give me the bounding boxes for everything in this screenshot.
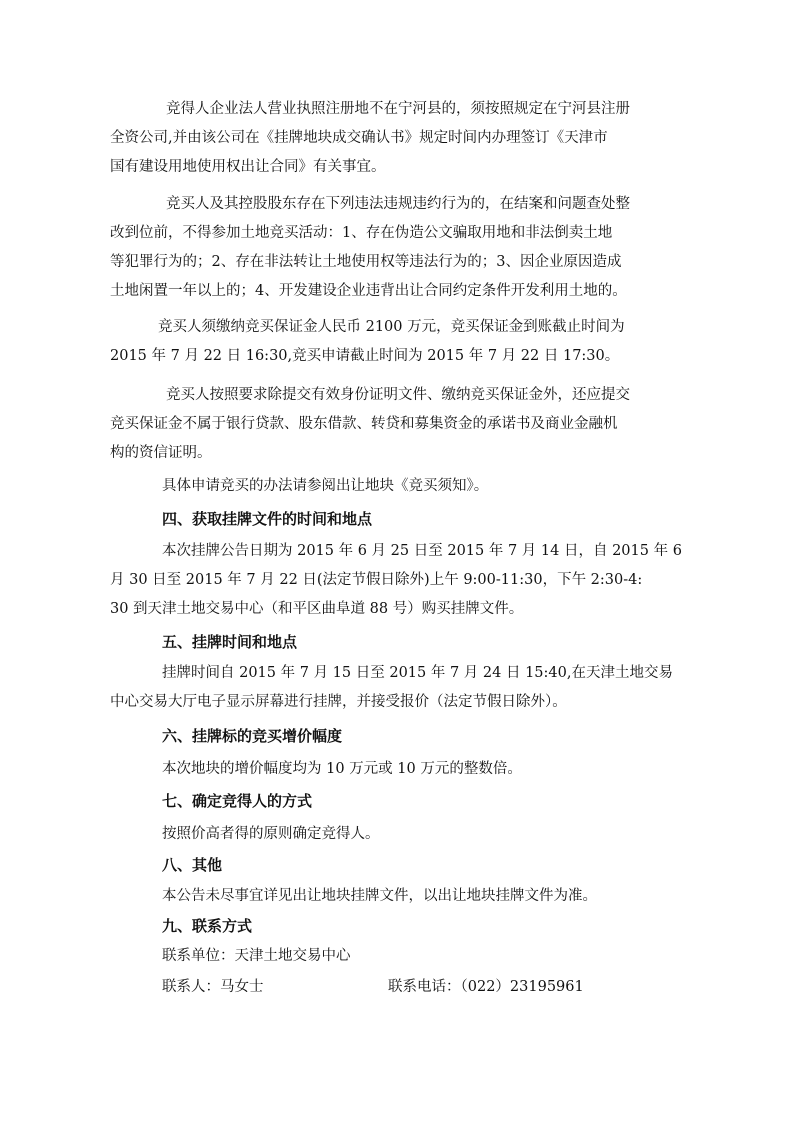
paragraph-line: 30 到天津土地交易中心（和平区曲阜道 88 号）购买挂牌文件。 bbox=[110, 601, 524, 617]
paragraph-line: 竞买人须缴纳竞买保证金人民币 2100 万元，竞买保证金到账截止时间为 bbox=[158, 319, 625, 335]
paragraph-line: 全资公司,并由该公司在《挂牌地块成交确认书》规定时间内办理签订《天津市 bbox=[110, 130, 608, 146]
paragraph-commitment bbox=[110, 381, 686, 468]
paragraph-application-method: 具体申请竞买的办法请参阅出让地块《竞买须知》。 bbox=[162, 478, 489, 494]
paragraph-line: 2015 年 7 月 22 日 16:30,竞买申请截止时间为 2015 年 7 月 22 日 17:30。 bbox=[110, 348, 620, 364]
paragraph-line: 挂牌时间自 2015 年 7 月 15 日至 2015 年 7 月 24 日 15:40,在天津土地交易 bbox=[162, 665, 673, 681]
paragraph-line: 构的资信证明。 bbox=[110, 445, 212, 461]
paragraph-increment: 本次地块的增价幅度均为 10 万元或 10 万元的整数倍。 bbox=[162, 761, 522, 777]
section-heading-5: 五、挂牌时间和地点 bbox=[162, 633, 298, 651]
paragraph-line: 竞买保证金不属于银行贷款、股东借款、转贷和募集资金的承诺书及商业金融机 bbox=[110, 416, 618, 432]
paragraph-other: 本公告未尽事宜详见出让地块挂牌文件，以出让地块挂牌文件为准。 bbox=[162, 888, 597, 904]
paragraph-winner-method: 按照价高者得的原则确定竞得人。 bbox=[162, 826, 380, 842]
contact-person: 联系人：马女士 bbox=[162, 979, 264, 995]
paragraph-registration bbox=[110, 95, 686, 182]
paragraph-deposit bbox=[110, 313, 686, 371]
paragraph-document-time bbox=[110, 537, 686, 624]
section-heading-8: 八、其他 bbox=[162, 856, 223, 874]
paragraph-line: 月 30 日至 2015 年 7 月 22 日(法定节假日除外)上午 9:00-11:30，下午 2:30-4: bbox=[110, 572, 643, 588]
paragraph-line: 国有建设用地使用权出让合同》有关事宜。 bbox=[110, 159, 386, 175]
paragraph-listing-time bbox=[110, 659, 686, 717]
paragraph-violations bbox=[110, 190, 686, 306]
section-heading-4: 四、获取挂牌文件的时间和地点 bbox=[162, 510, 373, 528]
paragraph-line: 改到位前，不得参加土地竞买活动：1、存在伪造公文骗取用地和非法倒卖土地 bbox=[110, 225, 613, 241]
paragraph-line: 本次挂牌公告日期为 2015 年 6 月 25 日至 2015 年 7 月 14 日，自 2015 年 6 bbox=[162, 543, 682, 559]
contact-phone: 联系电话：（022）23195961 bbox=[388, 979, 584, 995]
paragraph-line: 中心交易大厅电子显示屏幕进行挂牌，并接受报价（法定节假日除外）。 bbox=[110, 694, 567, 710]
paragraph-line: 竞买人按照要求除提交有效身份证明文件、缴纳竞买保证金外，还应提交 bbox=[166, 387, 630, 403]
paragraph-line: 等犯罪行为的；2、存在非法转让土地使用权等违法行为的；3、因企业原因造成 bbox=[110, 254, 622, 270]
paragraph-line: 竞得人企业法人营业执照注册地不在宁河县的，须按照规定在宁河县注册 bbox=[166, 101, 630, 117]
section-heading-6: 六、挂牌标的竞买增价幅度 bbox=[162, 727, 343, 745]
contact-unit: 联系单位：天津土地交易中心 bbox=[162, 948, 351, 964]
section-heading-7: 七、确定竞得人的方式 bbox=[162, 792, 313, 810]
section-heading-9: 九、联系方式 bbox=[162, 917, 253, 935]
paragraph-line: 土地闲置一年以上的；4、开发建设企业违背出让合同约定条件开发利用土地的。 bbox=[110, 283, 627, 299]
paragraph-line: 竞买人及其控股股东存在下列违法违规违约行为的，在结案和问题查处整 bbox=[166, 196, 630, 212]
